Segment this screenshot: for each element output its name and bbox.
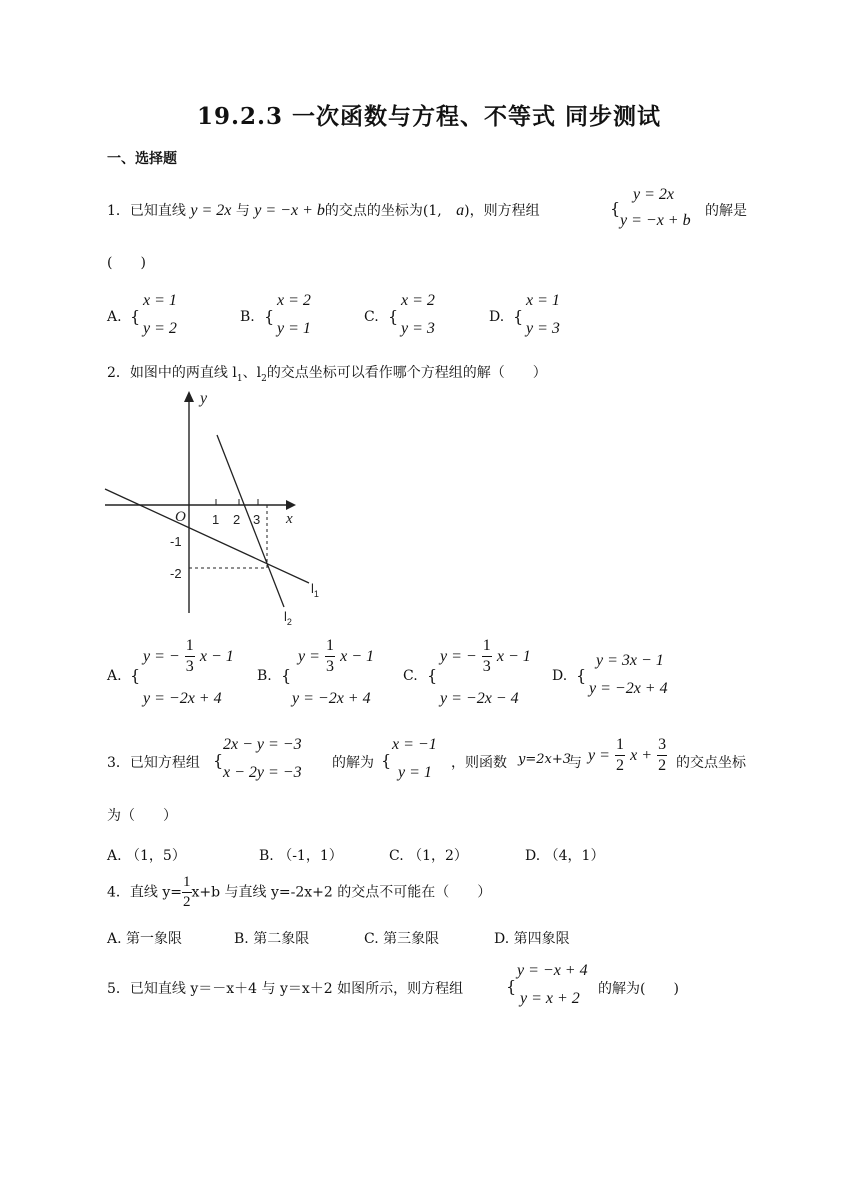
q1-paren: ( )	[107, 255, 146, 271]
x-axis-arrow	[286, 500, 296, 510]
q2-option-a-bottom: y = −2x + 4	[143, 690, 222, 707]
q2-option-c-bottom: y = −2x − 4	[440, 690, 519, 707]
line-l2	[217, 435, 284, 607]
q2-option-b-bottom: y = −2x + 4	[292, 690, 371, 707]
q1-option-c-brace: {	[388, 307, 399, 326]
q1-number: 1．	[107, 203, 130, 219]
q1-text3: )，则方程组	[464, 203, 540, 219]
q2-text-b: 、l	[242, 365, 262, 381]
q2-option-c-top: y = − $\frac{1}{3}$ x − 1	[440, 637, 531, 675]
q1-option-a-bottom: y = 2	[143, 320, 177, 337]
q1-a: a	[456, 202, 465, 219]
q2-sub2: 2	[261, 373, 267, 384]
q1-option-a-label: A.	[107, 309, 122, 325]
q3-system-top: 2x − y = −3	[223, 736, 302, 753]
q3-and: 与	[568, 755, 582, 771]
q2-option-d-brace: {	[576, 666, 587, 685]
q3-option-d[interactable]: D. （4，1）	[525, 848, 605, 864]
q2-option-a-brace: {	[130, 666, 141, 685]
q3-system-brace: {	[213, 751, 224, 770]
q3-option-b[interactable]: B. （-1，1）	[259, 848, 343, 864]
q4-stem: 4．直线 y= $\frac{1}{2}$ x+b 与直线 y=-2x+2 的交点不可能在（ ）	[107, 874, 492, 910]
q1-text2: 的交点的坐标为(1,	[324, 203, 442, 219]
graph-y-label: y	[200, 390, 208, 407]
q3-text2: ，则函数	[451, 755, 507, 771]
q1-system-bottom: y = −x + b	[620, 212, 691, 229]
q1-stem	[107, 200, 540, 220]
graph-x-tick-2: 2	[233, 512, 241, 527]
q1-option-a-brace: {	[130, 307, 141, 326]
q1-prefix: 已知直线	[129, 203, 186, 219]
q3-solution-brace: {	[381, 751, 392, 770]
page-title: 19.2.3 一次函数与方程、不等式 同步测试	[197, 103, 662, 130]
q2-option-c-label: C.	[403, 668, 418, 684]
graph-x-tick-1: 1	[212, 512, 220, 527]
q3-option-c[interactable]: C. （1，2）	[389, 848, 468, 864]
q2-number: 2．	[107, 365, 130, 381]
graph-x-tick-3: 3	[253, 512, 261, 527]
q1-option-b-brace: {	[264, 307, 275, 326]
q4-option-c[interactable]: C. 第三象限	[364, 931, 440, 947]
q2-stem	[107, 362, 547, 384]
q2-option-b-label: B.	[257, 668, 272, 684]
q5-prefix: 5．已知直线 y＝－x＋4 与 y＝x＋2 如图所示，则方程组	[107, 981, 464, 997]
graph-x-label: x	[286, 511, 293, 527]
graph-l2-label: $l_2$	[284, 609, 292, 627]
q4-option-a[interactable]: A. 第一象限	[107, 931, 183, 947]
q1-system-brace: {	[610, 199, 621, 218]
q1-option-b-label: B.	[240, 309, 255, 325]
graph-l1-label: $l_1$	[311, 581, 319, 599]
q2-text-c: 的交点坐标可以看作哪个方程组的解（ ）	[266, 365, 547, 381]
y-axis-arrow	[184, 391, 194, 402]
graph-origin-label: O	[175, 509, 186, 525]
q1-option-d-label: D.	[489, 309, 505, 325]
q2-option-a-label: A.	[107, 668, 122, 684]
q1-option-b-bottom: y = 1	[277, 320, 311, 337]
q3-prefix: 3．已知方程组	[107, 755, 200, 771]
q3-solution-bottom: y = 1	[398, 764, 432, 781]
q2-option-b-brace: {	[281, 666, 292, 685]
q3-func1: y=2x+3	[518, 752, 572, 767]
q3-system-bottom: x − 2y = −3	[223, 764, 302, 781]
q5-suffix: 的解为( )	[598, 981, 679, 997]
q3-suffix: 的交点坐标	[676, 755, 746, 771]
q4-option-b[interactable]: B. 第二象限	[234, 931, 310, 947]
q1-option-c-bottom: y = 3	[401, 320, 435, 337]
q2-option-b-top: y = $\frac{1}{3}$ x − 1	[298, 637, 374, 675]
q2-sub1: 1	[236, 373, 243, 384]
q2-option-d-label: D.	[552, 668, 568, 684]
q1-option-c-label: C.	[364, 309, 379, 325]
q1-suffix: 的解是	[705, 203, 747, 219]
graph-y-tick-1: -1	[170, 534, 182, 549]
q1-system-top: y = 2x	[633, 186, 674, 203]
section-heading: 一、选择题	[107, 151, 177, 167]
q1-option-a-top: x = 1	[143, 292, 177, 309]
line-l1	[105, 489, 309, 583]
q5-system-brace: {	[506, 977, 517, 996]
q1-option-b-top: x = 2	[277, 292, 311, 309]
q1-option-c-top: x = 2	[401, 292, 435, 309]
q1-option-d-brace: {	[513, 307, 524, 326]
q4-option-d[interactable]: D. 第四象限	[494, 931, 570, 947]
q1-option-d-bottom: y = 3	[526, 320, 560, 337]
q2-option-d-top: y = 3x − 1	[596, 652, 664, 669]
q3-mid: 的解为	[332, 755, 374, 771]
q2-option-c-brace: {	[427, 666, 438, 685]
q3-line2: 为（ ）	[107, 808, 177, 824]
q1-option-d-top: x = 1	[526, 292, 560, 309]
q3-option-a[interactable]: A. （1，5）	[107, 848, 186, 864]
graph-y-tick-2: -2	[170, 566, 182, 581]
q3-solution-top: x = −1	[392, 736, 437, 753]
q2-graph	[100, 385, 340, 630]
q1-line2: y = −x + b	[254, 202, 325, 219]
q2-text-a: 如图中的两直线 l	[129, 365, 237, 381]
q5-system-bottom: y = x + 2	[520, 990, 580, 1007]
q1-line1: y = 2x	[190, 202, 232, 219]
q5-system-top: y = −x + 4	[517, 962, 588, 979]
q2-option-d-bottom: y = −2x + 4	[589, 680, 668, 697]
q1-mid: 与	[235, 203, 250, 219]
q2-option-a-top: y = − $\frac{1}{3}$ x − 1	[143, 637, 234, 675]
q3-func2: y = $\frac{1}{2}$ x + $\frac{3}{2}$	[588, 736, 667, 774]
